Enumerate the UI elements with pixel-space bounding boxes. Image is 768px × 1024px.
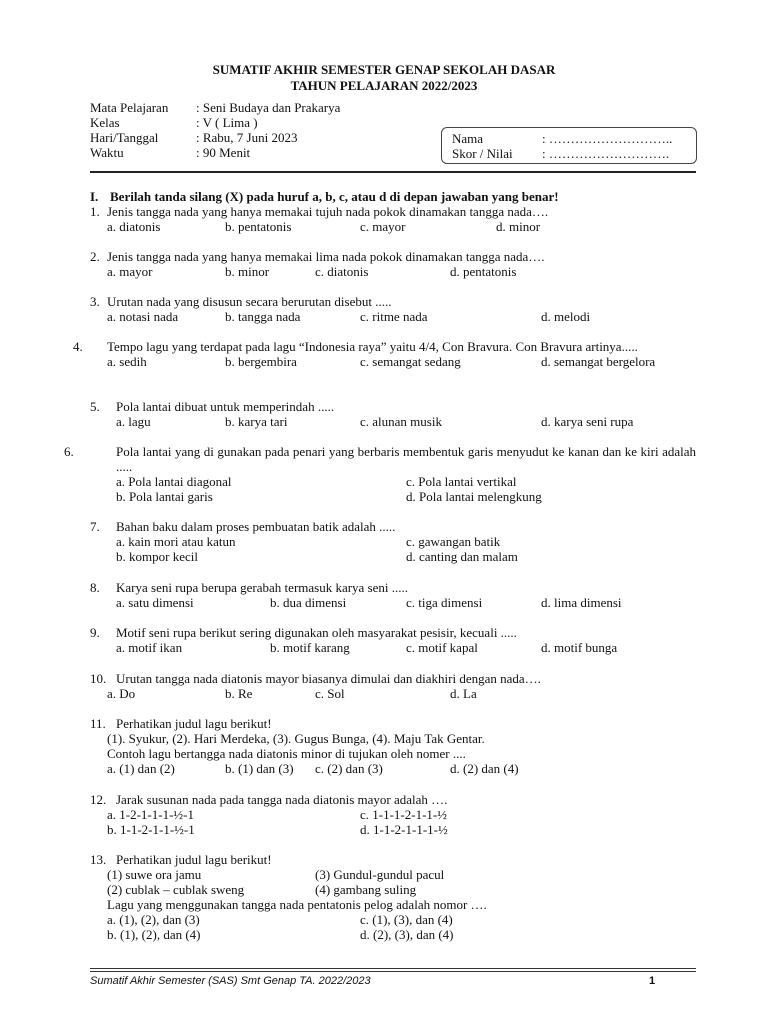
option-a[interactable]: a. Do bbox=[107, 686, 136, 701]
name-score-box bbox=[441, 127, 697, 164]
options bbox=[90, 414, 696, 429]
question-number: 12. bbox=[90, 792, 107, 807]
option-a[interactable]: a. (1) dan (2) bbox=[107, 761, 175, 776]
info-value: : V ( Lima ) bbox=[196, 115, 258, 130]
info-row-subject bbox=[90, 100, 340, 115]
option-a[interactable]: a. diatonis bbox=[107, 219, 161, 234]
question-text: Urutan tangga nada diatonis mayor biasanya dimulai dan diakhiri dengan nada…. bbox=[116, 671, 541, 686]
option-c[interactable]: c. Pola lantai vertikal bbox=[406, 474, 517, 489]
options bbox=[90, 264, 696, 279]
options bbox=[90, 595, 696, 610]
info-row-class bbox=[90, 115, 340, 130]
question-number: 3. bbox=[90, 294, 100, 309]
info-label: Waktu bbox=[90, 145, 124, 160]
info-label: Kelas bbox=[90, 115, 120, 130]
option-b[interactable]: b. (1), (2), dan (4) bbox=[107, 927, 201, 942]
footer-divider bbox=[90, 971, 696, 972]
option-a[interactable]: a. notasi nada bbox=[107, 309, 179, 324]
option-d[interactable]: d. canting dan malam bbox=[406, 549, 518, 564]
score-label: Skor / Nilai bbox=[452, 146, 513, 161]
song-list bbox=[90, 867, 696, 882]
option-b[interactable]: b. kompor kecil bbox=[116, 549, 198, 564]
options bbox=[90, 761, 696, 776]
options bbox=[90, 354, 696, 369]
option-b[interactable]: b. karya tari bbox=[225, 414, 288, 429]
option-d[interactable]: d. (2), (3), dan (4) bbox=[360, 927, 454, 942]
page-number: 1 bbox=[649, 975, 656, 987]
option-b[interactable]: b. Re bbox=[225, 686, 253, 701]
question-number: 6. bbox=[64, 444, 74, 459]
question-number: 8. bbox=[90, 580, 100, 595]
option-a[interactable]: a. lagu bbox=[116, 414, 151, 429]
info-label: Hari/Tanggal bbox=[90, 130, 159, 145]
exam-title: SUMATIF AKHIR SEMESTER GENAP SEKOLAH DASAR bbox=[212, 62, 556, 77]
info-row-date bbox=[90, 130, 340, 145]
question-number: 10. bbox=[90, 671, 107, 686]
option-d[interactable]: d. minor bbox=[496, 219, 541, 234]
question-9 bbox=[90, 625, 696, 655]
options bbox=[90, 927, 696, 942]
song-item: (2) cublak – cublak sweng bbox=[107, 882, 245, 897]
option-c[interactable]: c. diatonis bbox=[315, 264, 369, 279]
question-prompt: Lagu yang menggunakan tangga nada pentatonis pelog adalah nomor …. bbox=[107, 897, 487, 912]
option-c[interactable]: c. (2) dan (3) bbox=[315, 761, 383, 776]
footer-text: Sumatif Akhir Semester (SAS) Smt Genap TA. 2022/2023 bbox=[90, 975, 371, 987]
option-c[interactable]: c. mayor bbox=[360, 219, 406, 234]
option-a[interactable]: a. kain mori atau katun bbox=[116, 534, 236, 549]
option-b[interactable]: b. motif karang bbox=[270, 640, 350, 655]
question-3 bbox=[90, 294, 696, 324]
info-label: Mata Pelajaran bbox=[90, 100, 169, 115]
question-number: 9. bbox=[90, 625, 100, 640]
song-item: (1) suwe ora jamu bbox=[107, 867, 202, 882]
info-row-time bbox=[90, 145, 340, 160]
option-b[interactable]: b. Pola lantai garis bbox=[116, 489, 213, 504]
name-field[interactable]: : ……………………….. bbox=[542, 131, 673, 146]
option-a[interactable]: a. mayor bbox=[107, 264, 153, 279]
option-a[interactable]: a. Pola lantai diagonal bbox=[116, 474, 232, 489]
question-13 bbox=[90, 852, 696, 942]
question-text: Jenis tangga nada yang hanya memakai lima nada pokok dinamakan tangga nada…. bbox=[107, 249, 545, 264]
question-text: Jenis tangga nada yang hanya memakai tujuh nada pokok dinamakan tangga nada…. bbox=[107, 204, 549, 219]
options bbox=[90, 489, 696, 504]
option-b[interactable]: b. bergembira bbox=[225, 354, 297, 369]
question-12 bbox=[90, 792, 696, 837]
question-6 bbox=[64, 444, 696, 504]
name-row[interactable] bbox=[452, 131, 672, 146]
option-d[interactable]: d. Pola lantai melengkung bbox=[406, 489, 542, 504]
question-text: Tempo lagu yang terdapat pada lagu “Indonesia raya” yaitu 4/4, Con Bravura. Con Bravura artinya..... bbox=[107, 339, 638, 354]
question-number: 4. bbox=[73, 339, 83, 354]
question-text: Urutan nada yang disusun secara berurutan disebut ..... bbox=[107, 294, 392, 309]
question-number: 5. bbox=[90, 399, 100, 414]
song-item: (4) gambang suling bbox=[315, 882, 417, 897]
options bbox=[90, 474, 696, 489]
song-list bbox=[90, 882, 696, 897]
option-d[interactable]: d. 1-1-2-1-1-1-½ bbox=[360, 822, 448, 837]
option-a[interactable]: a. motif ikan bbox=[116, 640, 183, 655]
name-label: Nama bbox=[452, 131, 484, 146]
question-prompt: Contoh lagu bertangga nada diatonis minor di tujukan oleh nomer .... bbox=[107, 746, 466, 761]
info-value: : Rabu, 7 Juni 2023 bbox=[196, 130, 298, 145]
question-number: 2. bbox=[90, 249, 100, 264]
option-c[interactable]: c. (1), (3), dan (4) bbox=[360, 912, 453, 927]
song-item: (3) Gundul-gundul pacul bbox=[315, 867, 445, 882]
question-text: Motif seni rupa berikut sering digunakan oleh masyarakat pesisir, kecuali ..... bbox=[116, 625, 517, 640]
option-c[interactable]: c. motif kapal bbox=[406, 640, 478, 655]
question-text: Bahan baku dalam proses pembuatan batik adalah ..... bbox=[116, 519, 396, 534]
options bbox=[90, 640, 696, 655]
option-d[interactable]: d. semangat bergelora bbox=[541, 354, 656, 369]
options bbox=[90, 309, 696, 324]
question-11 bbox=[90, 716, 696, 776]
option-b[interactable]: b. (1) dan (3) bbox=[225, 761, 294, 776]
info-value: : 90 Menit bbox=[196, 145, 251, 160]
option-d[interactable]: d. motif bunga bbox=[541, 640, 618, 655]
question-text: Pola lantai yang di gunakan pada penari yang berbaris membentuk garis menyudut ke kanan dan ke kiri adalah ..... bbox=[116, 444, 696, 474]
question-number: 7. bbox=[90, 519, 100, 534]
question-8 bbox=[90, 580, 696, 610]
option-a[interactable]: a. (1), (2), dan (3) bbox=[107, 912, 200, 927]
section-number: I. bbox=[90, 189, 99, 204]
option-d[interactable]: d. lima dimensi bbox=[541, 595, 622, 610]
option-c[interactable]: c. alunan musik bbox=[360, 414, 442, 429]
section-instruction-text: Berilah tanda silang (X) pada huruf a, b, c, atau d di depan jawaban yang benar! bbox=[110, 189, 559, 204]
question-2 bbox=[90, 249, 696, 279]
section-instruction bbox=[90, 189, 559, 204]
option-a[interactable]: a. 1-2-1-1-1-½-1 bbox=[107, 807, 194, 822]
option-c[interactable]: c. 1-1-1-2-1-1-½ bbox=[360, 807, 447, 822]
options bbox=[90, 534, 696, 549]
option-d[interactable]: d. karya seni rupa bbox=[541, 414, 634, 429]
question-5 bbox=[90, 399, 696, 429]
options bbox=[90, 822, 696, 837]
options bbox=[90, 912, 696, 927]
option-a[interactable]: a. satu dimensi bbox=[116, 595, 194, 610]
option-b[interactable]: b. dua dimensi bbox=[270, 595, 347, 610]
exam-year: TAHUN PELAJARAN 2022/2023 bbox=[290, 78, 478, 93]
option-b[interactable]: b. pentatonis bbox=[225, 219, 292, 234]
option-d[interactable]: d. (2) dan (4) bbox=[450, 761, 519, 776]
option-a[interactable]: a. sedih bbox=[107, 354, 147, 369]
question-4 bbox=[73, 339, 696, 369]
question-10 bbox=[90, 671, 696, 701]
question-text: Jarak susunan nada pada tangga nada diatonis mayor adalah …. bbox=[116, 792, 448, 807]
exam-info bbox=[90, 100, 340, 160]
question-7 bbox=[90, 519, 696, 564]
score-row[interactable] bbox=[452, 146, 669, 161]
option-c[interactable]: c. gawangan batik bbox=[406, 534, 501, 549]
question-number: 1. bbox=[90, 204, 100, 219]
question-1 bbox=[90, 204, 696, 234]
options bbox=[90, 549, 696, 564]
header-divider bbox=[90, 171, 696, 173]
question-number: 11. bbox=[90, 716, 106, 731]
footer-divider bbox=[90, 968, 696, 969]
option-b[interactable]: b. 1-1-2-1-1-½-1 bbox=[107, 822, 195, 837]
option-c[interactable]: c. Sol bbox=[315, 686, 345, 701]
question-text: Karya seni rupa berupa gerabah termasuk karya seni ..... bbox=[116, 580, 409, 595]
question-text: Pola lantai dibuat untuk memperindah ..... bbox=[116, 399, 335, 414]
options bbox=[90, 807, 696, 822]
option-c[interactable]: c. tiga dimensi bbox=[406, 595, 483, 610]
option-d[interactable]: d. La bbox=[450, 686, 477, 701]
option-d[interactable]: d. pentatonis bbox=[450, 264, 517, 279]
option-b[interactable]: b. minor bbox=[225, 264, 270, 279]
question-number: 13. bbox=[90, 852, 107, 867]
options bbox=[90, 686, 696, 701]
score-field[interactable]: : ………………………. bbox=[542, 146, 670, 161]
option-b[interactable]: b. tangga nada bbox=[225, 309, 301, 324]
options bbox=[90, 219, 696, 234]
option-d[interactable]: d. melodi bbox=[541, 309, 591, 324]
option-c[interactable]: c. semangat sedang bbox=[360, 354, 461, 369]
question-detail: (1). Syukur, (2). Hari Merdeka, (3). Gugus Bunga, (4). Maju Tak Gentar. bbox=[107, 731, 485, 746]
option-c[interactable]: c. ritme nada bbox=[360, 309, 428, 324]
info-value: : Seni Budaya dan Prakarya bbox=[196, 100, 341, 115]
question-text: Perhatikan judul lagu berikut! bbox=[116, 716, 272, 731]
question-text: Perhatikan judul lagu berikut! bbox=[116, 852, 272, 867]
